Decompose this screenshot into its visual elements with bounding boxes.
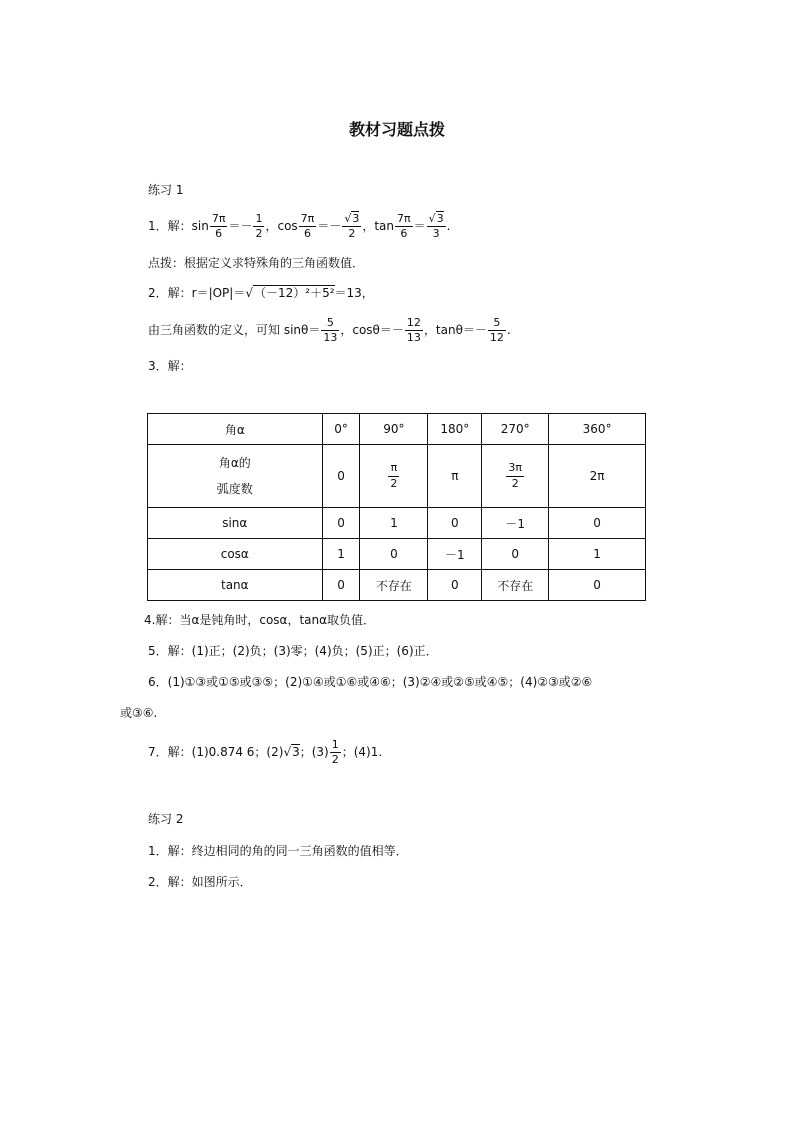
q2-line2 <box>148 313 511 347</box>
q7-fraction <box>330 739 341 766</box>
table-cell: 0 <box>360 539 428 570</box>
table-cell: 2π <box>549 445 646 508</box>
equals-sign: ＝－ <box>317 219 342 233</box>
tan-prefix: ，tan <box>362 219 394 233</box>
table-cell: 不存在 <box>482 570 549 601</box>
table-cell: π <box>428 445 482 508</box>
q1-prefix: 1．解：sin <box>148 219 209 233</box>
table-cell: 0 <box>322 570 360 601</box>
radian-row-label <box>148 445 323 508</box>
table-header-cell: 360° <box>549 414 646 445</box>
table-cell: 0 <box>322 445 360 508</box>
q1-answer <box>148 212 450 240</box>
table-row <box>148 445 646 508</box>
radian-label-line2: 弧度数 <box>216 482 253 496</box>
fraction-numerator: 12 <box>405 317 423 331</box>
table-cell: 不存在 <box>360 570 428 601</box>
page-title: 教材习题点拨 <box>348 120 445 139</box>
table-cell: 0 <box>549 570 646 601</box>
q7-sqrt-radicand: 3 <box>292 745 300 759</box>
q1-tip: 点拨：根据定义求特殊角的三角函数值． <box>148 256 365 270</box>
fraction-numerator: 1 <box>330 739 341 753</box>
fraction-numerator: 1 <box>253 213 264 227</box>
q2-tan-text: ，tanθ＝－ <box>423 323 487 337</box>
table-cell: 1 <box>549 539 646 570</box>
sqrt-radicand: 3 <box>352 211 360 225</box>
practice2-label: 练习 2 <box>148 812 184 826</box>
radian-fraction <box>388 462 399 489</box>
q6-answer-line1: 6．(1)①③或①⑤或③⑤；(2)①④或①⑥或④⑥；(3)②④或②⑤或④⑤；(4)②③或②⑥ <box>148 675 593 689</box>
radian-label-line1: 角α的 <box>218 456 251 470</box>
fraction-numerator: π <box>388 462 399 476</box>
fraction-denominator: 3 <box>432 227 440 240</box>
fraction-denominator: 2 <box>348 227 356 240</box>
table-cell: cosα <box>148 539 323 570</box>
table-row <box>148 570 646 601</box>
q4-answer: 4.解：当α是钝角时，cosα，tanα取负值． <box>144 613 376 627</box>
table-cell: 1 <box>360 508 428 539</box>
table-header-cell: 180° <box>428 414 482 445</box>
table-cell: 1 <box>322 539 360 570</box>
fraction-denominator: 6 <box>215 227 223 240</box>
table-cell: 0 <box>549 508 646 539</box>
fraction-denominator: 13 <box>323 331 338 344</box>
q2-cos-value <box>405 317 423 344</box>
cos-prefix: ，cos <box>265 219 298 233</box>
table-cell: 0 <box>428 570 482 601</box>
table-cell: －1 <box>482 508 549 539</box>
period: . <box>446 219 451 233</box>
table-cell <box>360 445 428 508</box>
fraction-numerator: √3 <box>427 213 446 227</box>
q1-tan-value <box>427 213 446 240</box>
q5-answer: 5．解：(1)正；(2)负；(3)零；(4)负；(5)正；(6)正． <box>148 644 438 658</box>
q1-sin-value <box>253 213 264 240</box>
q2-sqrt-radicand: （－12）²＋5² <box>254 286 335 300</box>
fraction-denominator: 2 <box>255 227 263 240</box>
sqrt-radicand: 3 <box>436 211 444 225</box>
table-header-cell: 角α <box>148 414 323 445</box>
q7-text-a: 7．解：(1)0.874 6；(2) <box>148 745 284 759</box>
fraction-denominator: 13 <box>406 331 421 344</box>
equals-sign: ＝ <box>413 219 426 233</box>
table-header-cell: 0° <box>322 414 360 445</box>
fraction-denominator: 2 <box>390 476 398 490</box>
fraction-numerator: 7π <box>299 213 317 227</box>
fraction-denominator: 6 <box>303 227 311 240</box>
q2-cos-text: ，cosθ＝－ <box>340 323 404 337</box>
fraction-numerator: 5 <box>488 317 506 331</box>
q7-text-b: ；(3) <box>299 745 329 759</box>
q1-cos-value <box>342 213 361 240</box>
table-header-cell: 270° <box>482 414 549 445</box>
table-row <box>148 414 646 445</box>
q7-text-c: ；(4)1. <box>341 745 383 759</box>
fraction-numerator: √3 <box>342 213 361 227</box>
fraction-denominator: 2 <box>331 753 339 766</box>
practice1-label: 练习 1 <box>148 183 184 197</box>
p2-q2-answer: 2．解：如图所示． <box>148 875 252 889</box>
fraction-numerator: 7π <box>395 213 413 227</box>
table-cell: tanα <box>148 570 323 601</box>
table-cell: sinα <box>148 508 323 539</box>
table-cell: 0 <box>482 539 549 570</box>
q1-sin-arg <box>210 213 228 240</box>
q2-line1-text: 2．解：r＝|OP|＝ <box>148 286 246 300</box>
p2-q1-answer: 1．解：终边相同的角的同一三角函数的值相等． <box>148 844 408 858</box>
q7-answer: 7．解：(1)0.874 6；(2)√3；(3) $\frac{1}{2}$ ；(4)1. <box>148 737 383 766</box>
q3-label: 3．解： <box>148 359 192 373</box>
fraction-numerator: 3π <box>506 462 524 476</box>
q2-sin-value <box>321 317 339 344</box>
q1-cos-arg <box>299 213 317 240</box>
trig-values-table <box>147 413 646 601</box>
table-row <box>148 539 646 570</box>
radian-fraction <box>506 462 524 489</box>
table-header-cell: 90° <box>360 414 428 445</box>
table-cell <box>482 445 549 508</box>
fraction-denominator: 12 <box>489 331 504 344</box>
table-cell: 0 <box>322 508 360 539</box>
q2-line2-text: 由三角函数的定义，可知 sinθ＝ <box>148 323 321 337</box>
table-cell: －1 <box>428 539 482 570</box>
equals-sign: ＝－ <box>228 219 253 233</box>
table-row <box>148 508 646 539</box>
table-cell: 0 <box>428 508 482 539</box>
q6-answer-line2: 或③⑥. <box>120 706 158 720</box>
period: . <box>506 323 511 337</box>
fraction-denominator: 6 <box>400 227 408 240</box>
fraction-numerator: 5 <box>321 317 339 331</box>
fraction-denominator: 2 <box>511 476 519 490</box>
fraction-numerator: 7π <box>210 213 228 227</box>
q2-line1-result: ＝13， <box>334 286 374 300</box>
q1-tan-arg <box>395 213 413 240</box>
q2-tan-value <box>488 317 506 344</box>
q2-line1: 2．解：r＝|OP|＝√（－12）²＋5²＝13， <box>148 286 374 300</box>
